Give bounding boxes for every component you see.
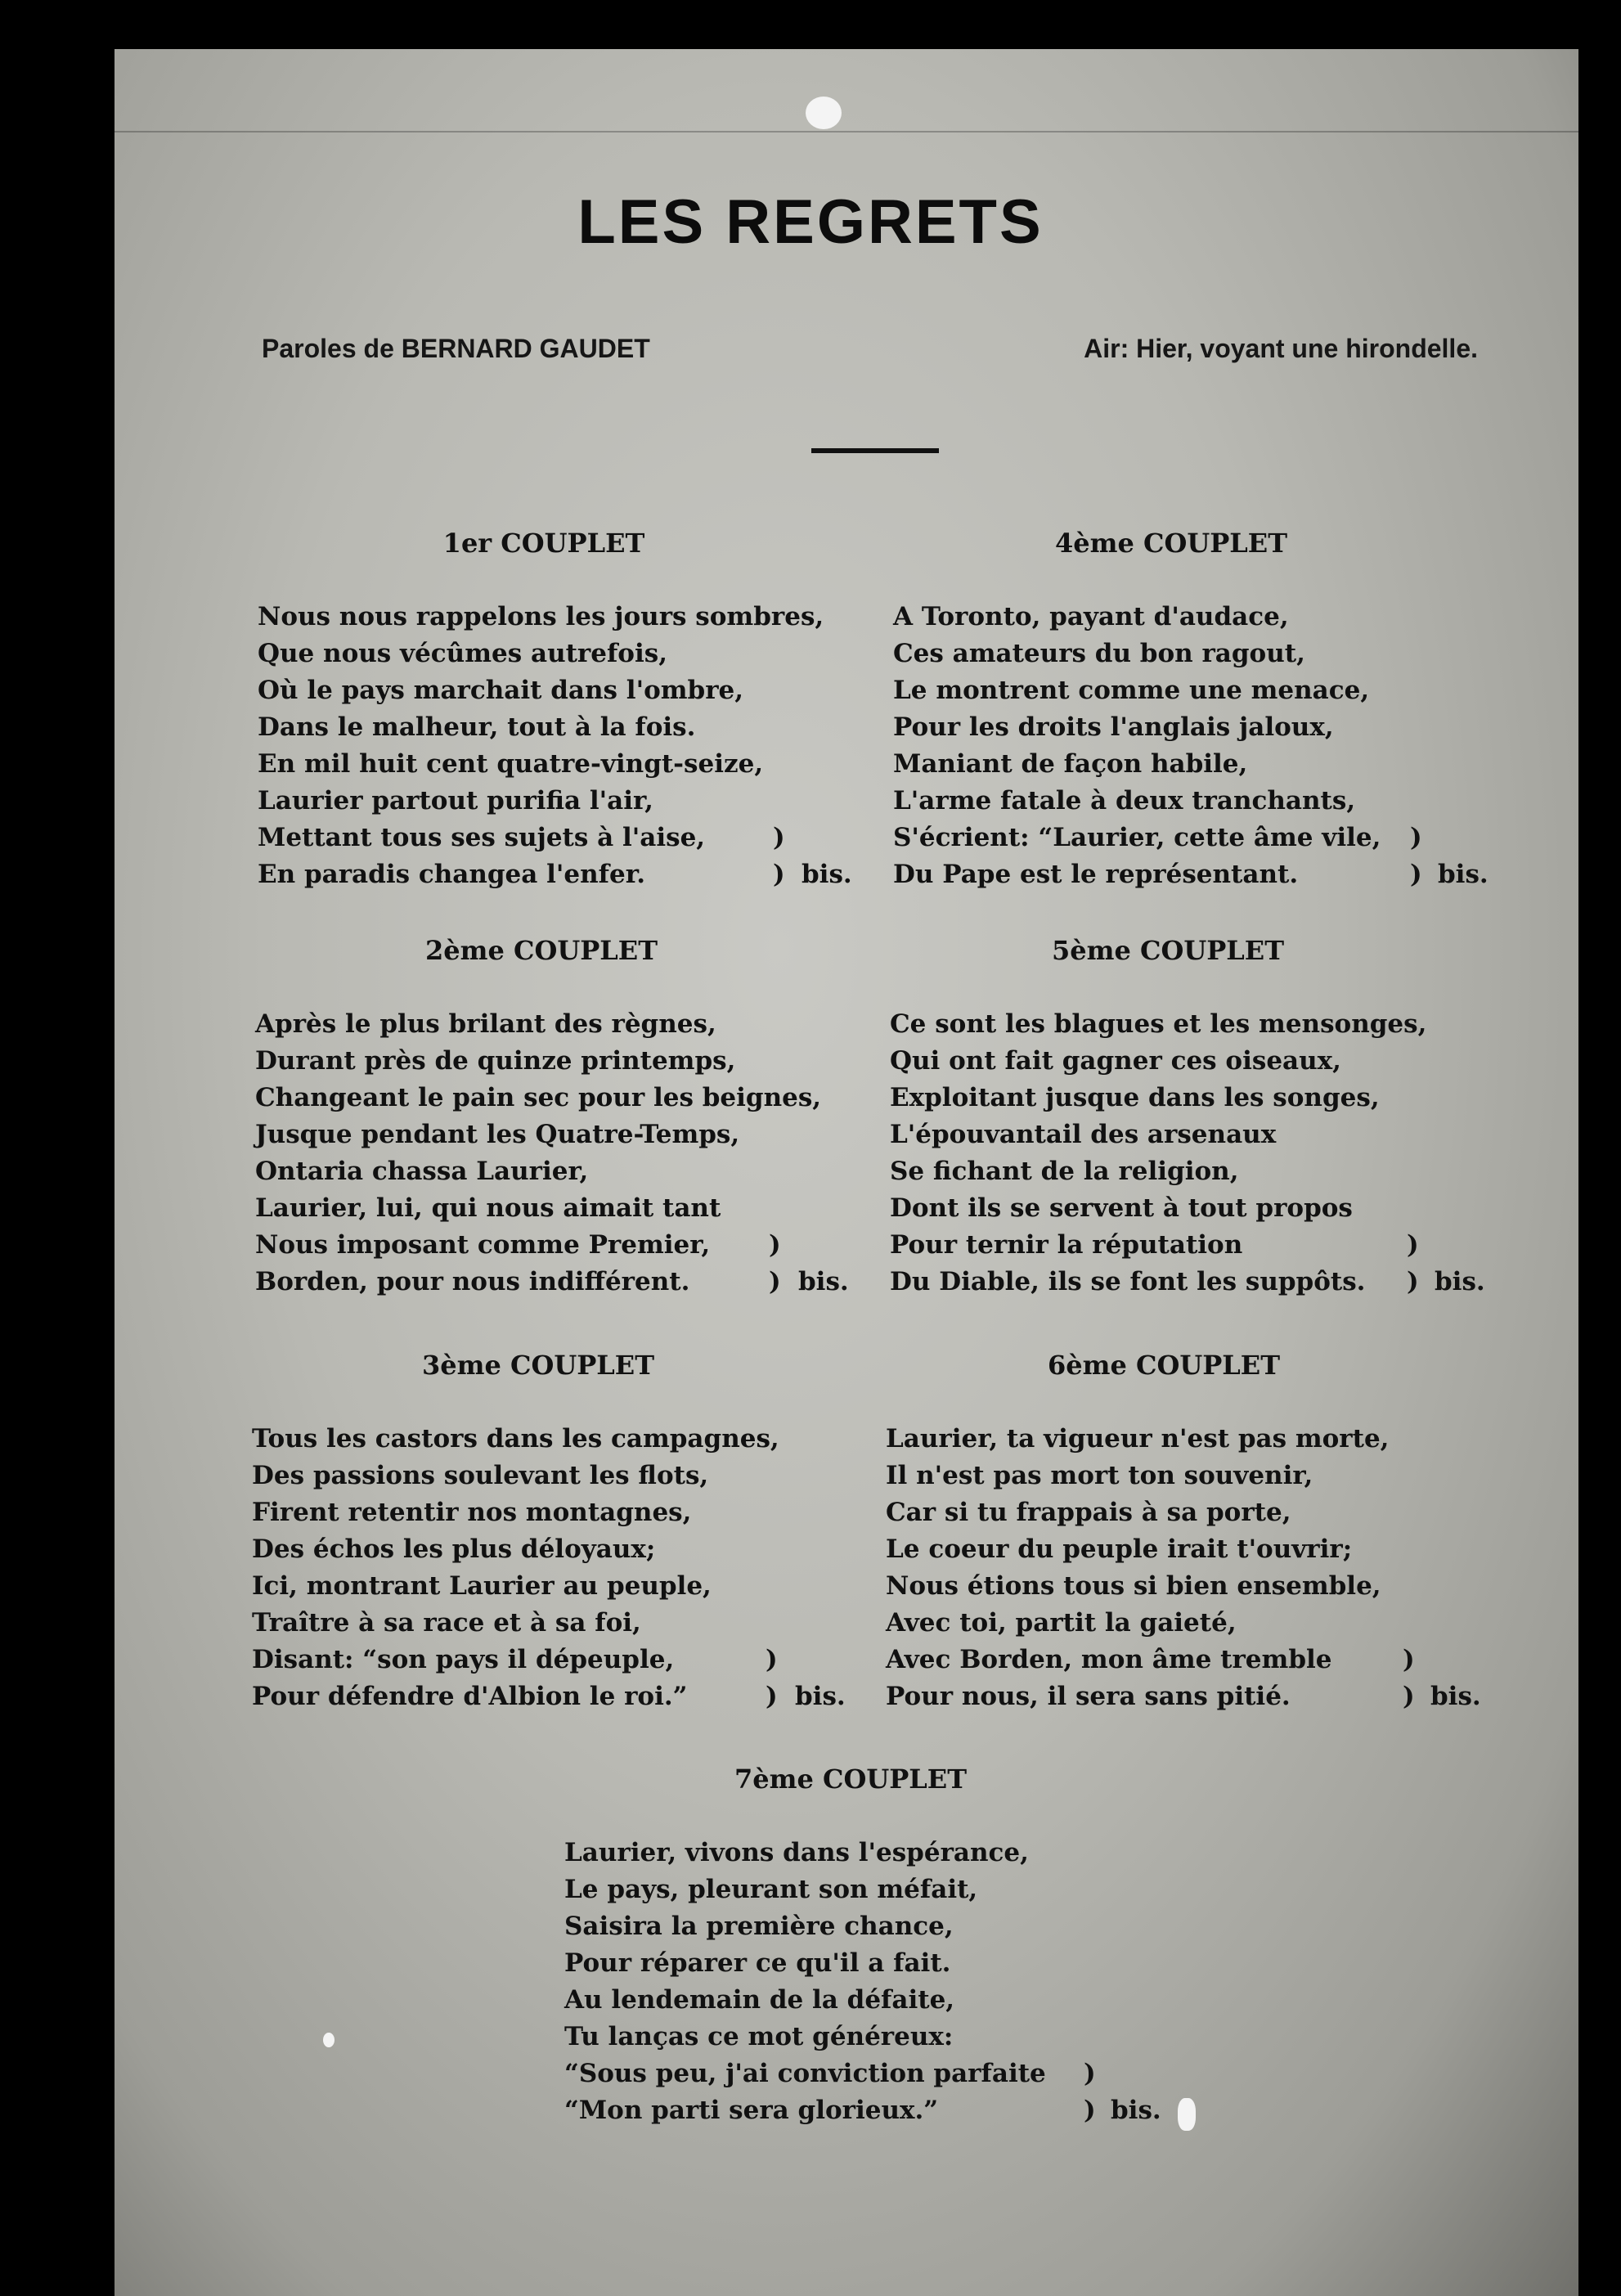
refrain-mark: bis. (798, 1267, 849, 1296)
verse-line-refrain (893, 856, 1498, 893)
verse-line-text: Disant: “son pays il dépeuple, (252, 1645, 675, 1674)
couplet-6 (886, 1347, 1491, 1715)
verse-line-text: Pour défendre d'Albion le roi.” (252, 1682, 688, 1711)
verse-line-text: S'écrient: “Laurier, cette âme vile, (893, 823, 1381, 852)
refrain-bracket: ) (1410, 860, 1422, 889)
verse-line: Nous nous rappelons les jours sombres, (258, 602, 824, 631)
verse-line: Laurier, lui, qui nous aimait tant (255, 1193, 721, 1223)
refrain-bracket: ) (1084, 2096, 1096, 2125)
verse-line: Saisira la première chance, (564, 1912, 954, 1941)
refrain-mark: bis. (795, 1682, 846, 1711)
verse-line-refrain (258, 856, 852, 893)
refrain-bracket: ) (1410, 823, 1422, 852)
verse-line: Ontaria chassa Laurier, (255, 1157, 589, 1186)
verse-line: Tous les castors dans les campagnes, (252, 1424, 779, 1454)
couplet-heading: 1er COUPLET (442, 528, 645, 559)
top-rule (115, 131, 1591, 133)
verse-line: Que nous vécûmes autrefois, (258, 639, 668, 668)
refrain-mark: bis. (1435, 1267, 1485, 1296)
title-divider (811, 448, 939, 453)
lyricist-credit: Paroles de BERNARD GAUDET (262, 334, 650, 363)
refrain-bracket: ) (1084, 2059, 1096, 2088)
verse-line: Laurier, ta vigueur n'est pas morte, (886, 1424, 1390, 1454)
verse-line-refrain (890, 1227, 1495, 1264)
refrain-bracket: ) (1403, 1682, 1415, 1711)
verse-line: Tu lanças ce mot généreux: (564, 2022, 954, 2051)
verse-line-text: Du Pape est le représentant. (893, 860, 1299, 889)
verse-line-refrain (252, 1678, 846, 1715)
verse-line-text: Mettant tous ses sujets à l'aise, (258, 823, 706, 852)
refrain-bracket: ) (1403, 1645, 1415, 1674)
verse-line: Le coeur du peuple irait t'ouvrir; (886, 1534, 1353, 1564)
verse-line: Des échos les plus déloyaux; (252, 1534, 656, 1564)
verse-line-text: “Mon parti sera glorieux.” (564, 2096, 939, 2125)
verse-line-text: “Sous peu, j'ai conviction parfaite (564, 2059, 1046, 2088)
verse-line: Le pays, pleurant son méfait, (564, 1875, 978, 1904)
verse-line: Ce sont les blagues et les mensonges, (890, 1009, 1427, 1039)
couplet-heading: 6ème COUPLET (1048, 1350, 1280, 1381)
couplet-heading: 2ème COUPLET (425, 935, 658, 966)
verse-line: Pour réparer ce qu'il a fait. (564, 1948, 951, 1978)
verse-line: Des passions soulevant les flots, (252, 1461, 709, 1490)
couplet-2 (255, 932, 849, 1301)
verse-line: Laurier partout purifia l'air, (258, 786, 653, 816)
refrain-bracket: ) (1407, 1267, 1419, 1296)
verse-line: Il n'est pas mort ton souvenir, (886, 1461, 1313, 1490)
couplet-heading: 3ème COUPLET (422, 1350, 654, 1381)
verse-line: Qui ont fait gagner ces oiseaux, (890, 1046, 1341, 1076)
paper-blemish (806, 97, 842, 129)
scan-border (1578, 49, 1621, 2296)
verse-line: A Toronto, payant d'audace, (893, 602, 1289, 631)
verse-line-text: Borden, pour nous indifférent. (255, 1267, 690, 1296)
couplet-3 (252, 1347, 846, 1715)
paper-blemish (323, 2033, 335, 2047)
verse-line: Dans le malheur, tout à la fois. (258, 712, 696, 742)
verse-line: Durant près de quinze printemps, (255, 1046, 736, 1076)
verse-line: Firent retentir nos montagnes, (252, 1498, 692, 1527)
verse-line-refrain (252, 1642, 841, 1678)
verse-line: Car si tu frappais à sa porte, (886, 1498, 1291, 1527)
couplet-1 (258, 525, 852, 893)
verse-line: Exploitant jusque dans les songes, (890, 1083, 1380, 1112)
verse-line-text: Pour nous, il sera sans pitié. (886, 1682, 1291, 1711)
refrain-mark: bis. (1438, 860, 1489, 889)
couplet-heading: 4ème COUPLET (1055, 528, 1287, 559)
verse-line: Le montrent comme une menace, (893, 676, 1370, 705)
refrain-bracket: ) (766, 1682, 778, 1711)
verse-line-refrain (564, 2092, 1186, 2129)
verse-line: Au lendemain de la défaite, (564, 1985, 955, 2015)
refrain-bracket: ) (769, 1267, 781, 1296)
verse-line: Où le pays marchait dans l'ombre, (258, 676, 744, 705)
verse-line-refrain (886, 1678, 1491, 1715)
verse-line-refrain (255, 1227, 844, 1264)
verse-line-text: Avec Borden, mon âme tremble (886, 1645, 1332, 1674)
verse-line-text: Pour ternir la réputation (890, 1230, 1243, 1260)
verse-line: Ici, montrant Laurier au peuple, (252, 1571, 712, 1601)
refrain-bracket: ) (1407, 1230, 1419, 1260)
refrain-bracket: ) (766, 1645, 778, 1674)
verse-line: Pour les droits l'anglais jaloux, (893, 712, 1334, 742)
verse-line-refrain (890, 1264, 1495, 1301)
refrain-mark: bis. (1111, 2096, 1161, 2125)
verse-line: Se fichant de la religion, (890, 1157, 1239, 1186)
verse-line-text: Du Diable, ils se font les suppôts. (890, 1267, 1366, 1296)
verse-line-text: Nous imposant comme Premier, (255, 1230, 711, 1260)
refrain-mark: bis. (1430, 1682, 1481, 1711)
verse-line: Dont ils se servent à tout propos (890, 1193, 1353, 1223)
couplet-heading: 7ème COUPLET (734, 1764, 967, 1795)
song-title: LES REGRETS (577, 187, 1044, 257)
verse-line-refrain (893, 820, 1498, 856)
refrain-bracket: ) (773, 860, 785, 889)
verse-line-refrain (255, 1264, 849, 1301)
couplet-heading: 5ème COUPLET (1052, 935, 1284, 966)
verse-line: Laurier, vivons dans l'espérance, (564, 1838, 1029, 1867)
couplet-7 (564, 1761, 1186, 2129)
verse-line: Maniant de façon habile, (893, 749, 1248, 779)
verse-line: Ces amateurs du bon ragout, (893, 639, 1305, 668)
refrain-mark: bis. (802, 860, 852, 889)
verse-line: Traître à sa race et à sa foi, (252, 1608, 641, 1638)
refrain-bracket: ) (769, 1230, 781, 1260)
verse-line: L'épouvantail des arsenaux (890, 1120, 1277, 1149)
verse-line: Après le plus brilant des règnes, (255, 1009, 716, 1039)
tune-credit: Air: Hier, voyant une hirondelle. (1084, 334, 1478, 363)
verse-line-text: En paradis changea l'enfer. (258, 860, 646, 889)
verse-line: Jusque pendant les Quatre-Temps, (255, 1120, 740, 1149)
couplet-4 (893, 525, 1498, 893)
couplet-5 (890, 932, 1495, 1301)
refrain-bracket: ) (773, 823, 785, 852)
verse-line: Changeant le pain sec pour les beignes, (255, 1083, 822, 1112)
verse-line: Nous étions tous si bien ensemble, (886, 1571, 1381, 1601)
verse-line-refrain (564, 2056, 1186, 2092)
verse-line-refrain (258, 820, 846, 856)
verse-line-refrain (886, 1642, 1491, 1678)
verse-line: Avec toi, partit la gaieté, (886, 1608, 1237, 1638)
verse-line: L'arme fatale à deux tranchants, (893, 786, 1356, 816)
verse-line: En mil huit cent quatre-vingt-seize, (258, 749, 764, 779)
